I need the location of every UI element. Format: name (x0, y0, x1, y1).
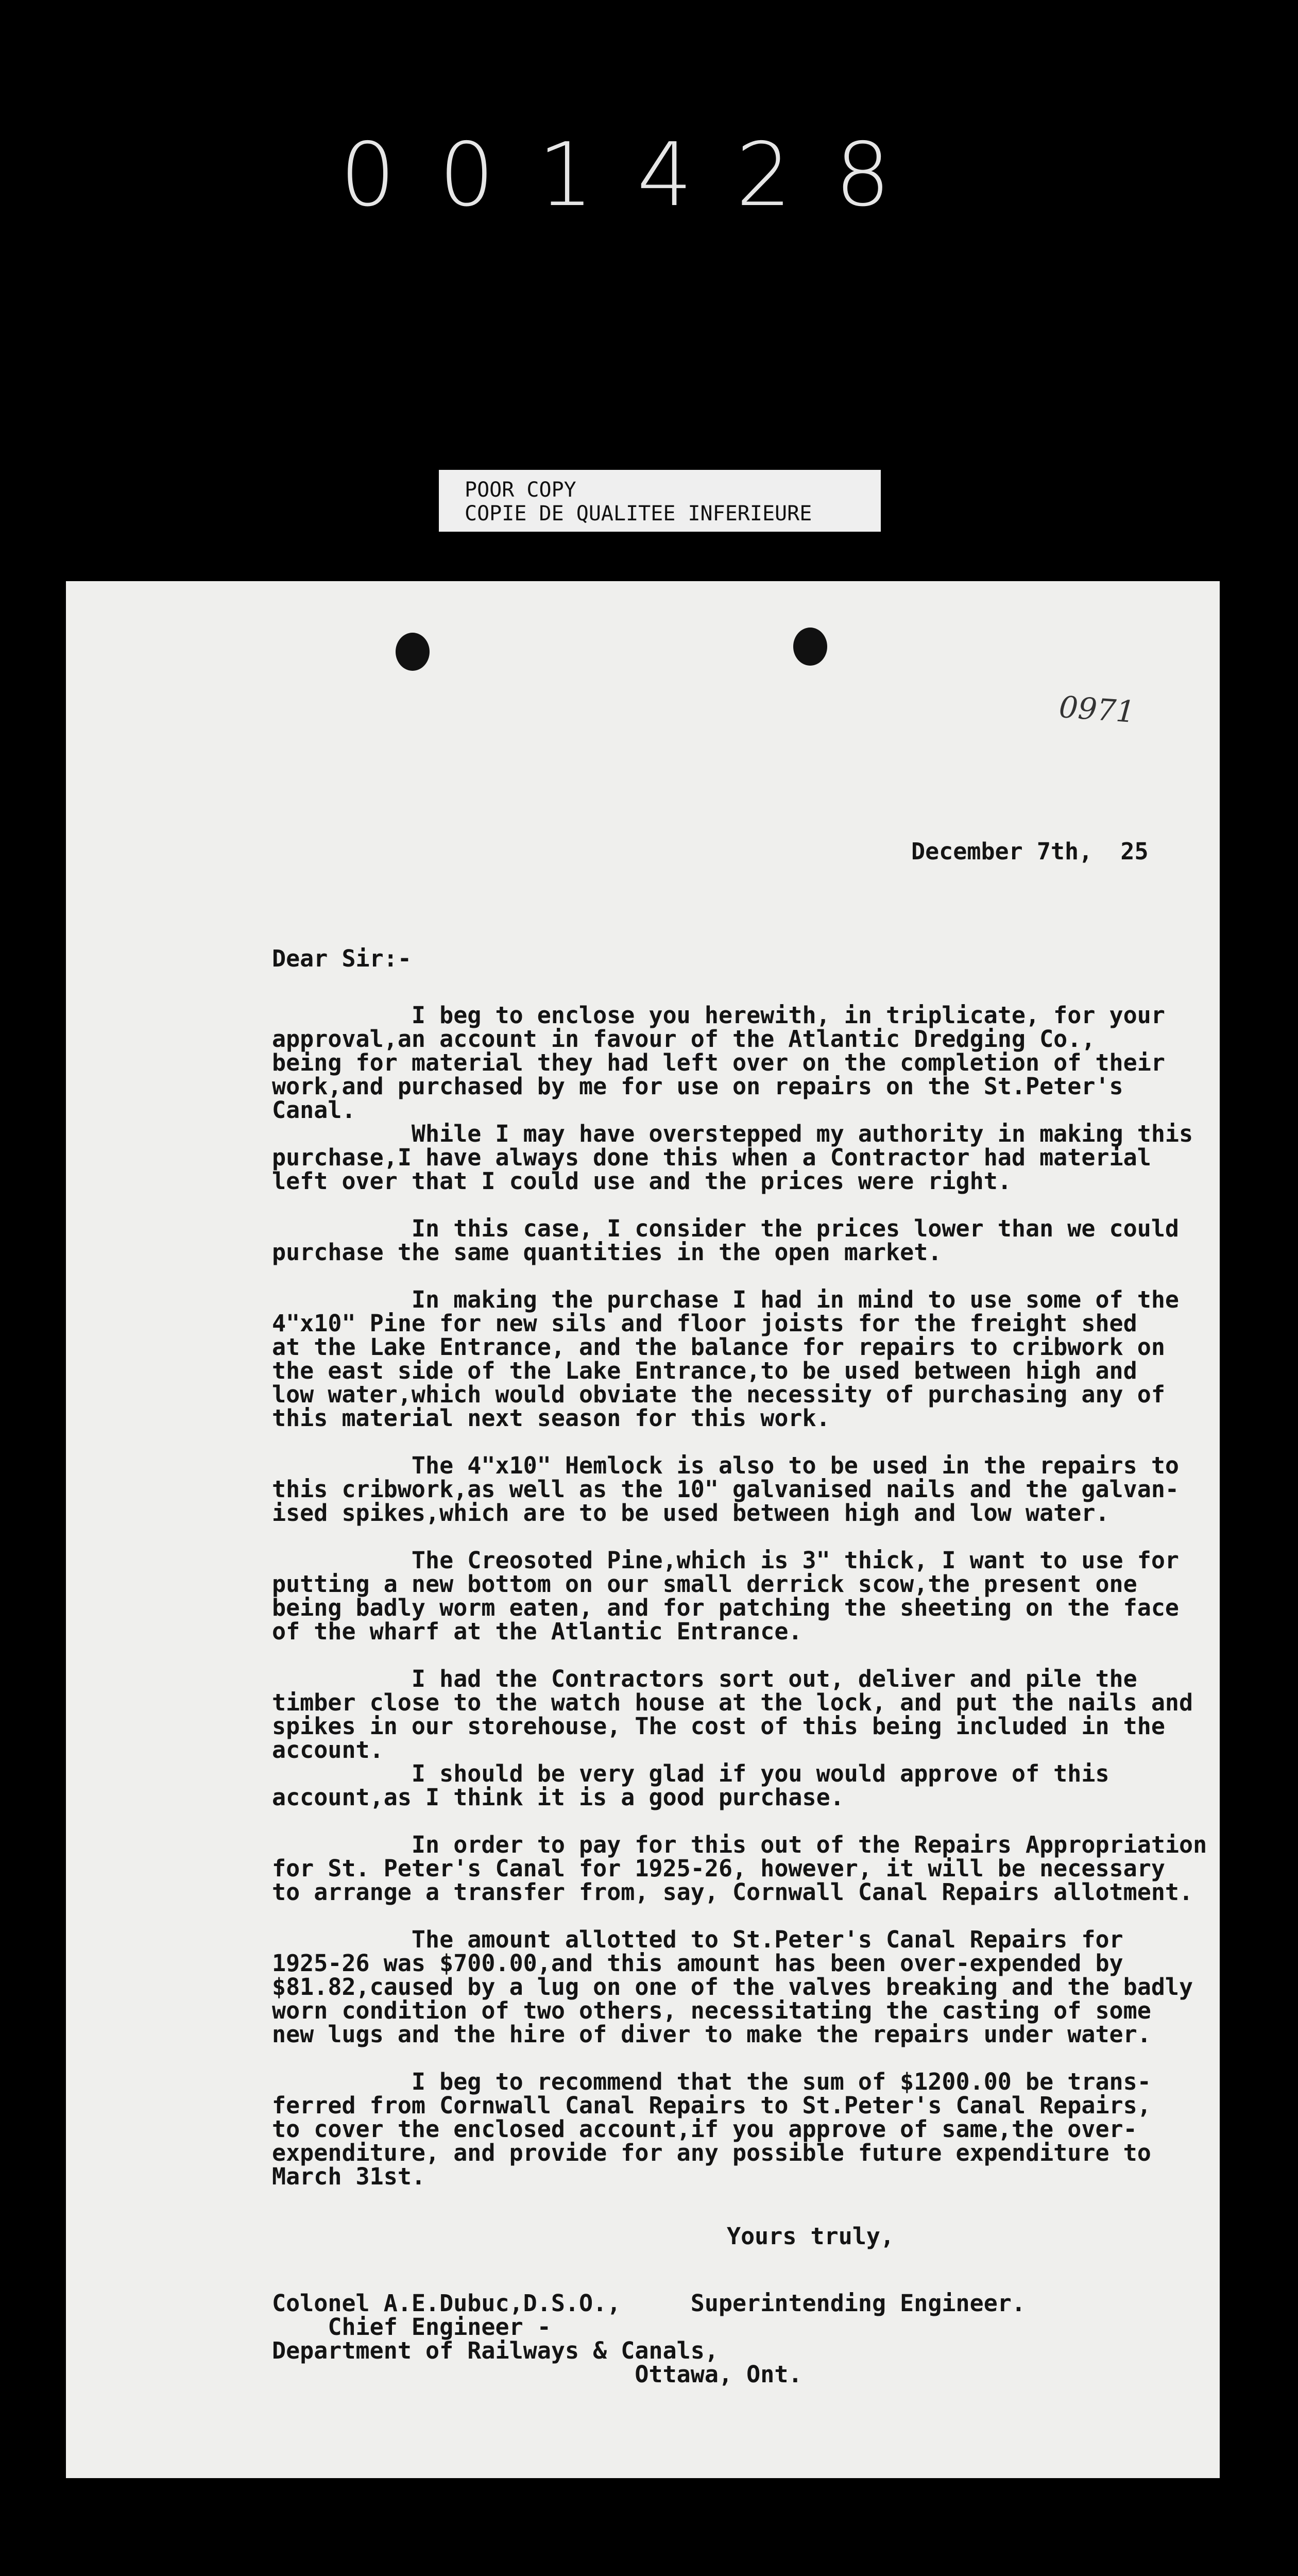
punch-hole-right-icon (793, 628, 827, 666)
microfilm-frame-number: 001428 (340, 124, 934, 226)
handwritten-page-number: 0971 (1057, 689, 1136, 730)
letter-page (66, 581, 1220, 2478)
poor-copy-label (439, 470, 881, 532)
letter-body: I beg to enclose you herewith, in triplicate, for your approval,an account in favour of the Atlantic Dredging Co., being for material they had left over on the completion of their work,and purchased by me for use on repairs on the St.Peter's Canal. While I may have overstepped my authority in making this purchase,I have always done this when a Contractor had material left over that I could use and the prices were right. In this case, I consider the prices lower than we could purchase the same quantities in the open market. In making the purchase I had in mind to use some of the 4"x10" Pine for new sils and floor joists for the freight shed at the Lake Entrance, and the balance for repairs to cribwork on the east side of the Lake Entrance,to be used between high and low water,which would obviate the necessity of purchasing any of this material next season for this work. The 4"x10" Hemlock is also to be used in the repairs to this cribwork,as well as the 10" galvanised nails and the galvan- ised spikes,which are to be used between high and low water. The Creosoted Pine,which is 3" thick, I want to use for putting a new bottom on our small derrick scow,the present one being badly worm eaten, and for patching the sheeting on the face of the wharf at the Atlantic Entrance. I had the Contractors sort out, deliver and pile the timber close to the watch house at the lock, and put the nails and spikes in our storehouse, The cost of this being included in the account. I should be very glad if you would approve of this account,as I think it is a good purchase. In order to pay for this out of the Repairs Appropriation for St. Peter's Canal for 1925-26, however, it will be necessary to arrange a transfer from, say, Cornwall Canal Repairs allotment. The amount allotted to St.Peter's Canal Repairs for 1925-26 was $700.00,and this amount has been over-expended by $81.82,caused by a lug on one of the valves breaking and the badly worn condition of two others, necessitating the casting of some new lugs and the hire of diver to make the repairs under water. I beg to recommend that the sum of $1200.00 be trans- ferred from Cornwall Canal Repairs to St.Peter's Canal Repairs, to cover the enclosed account,if you approve of same,the over- expenditure, and provide for any possible future expenditure to March 31st. (272, 1002, 1207, 2190)
poor-copy-label-fr: COPIE DE QUALITEE INFERIEURE (465, 502, 812, 526)
addressee-block: Colonel A.E.Dubuc,D.S.O., Superintending Engineer. Chief Engineer - Department of Railways & Canals, Ottawa, Ont. (272, 2290, 1026, 2388)
letter-salutation: Dear Sir:- (272, 945, 412, 972)
poor-copy-label-en: POOR COPY (465, 478, 576, 502)
punch-hole-left-icon (396, 633, 430, 671)
letter-date: December 7th, 25 (911, 838, 1149, 865)
letter-closing: Yours truly, (727, 2223, 895, 2250)
